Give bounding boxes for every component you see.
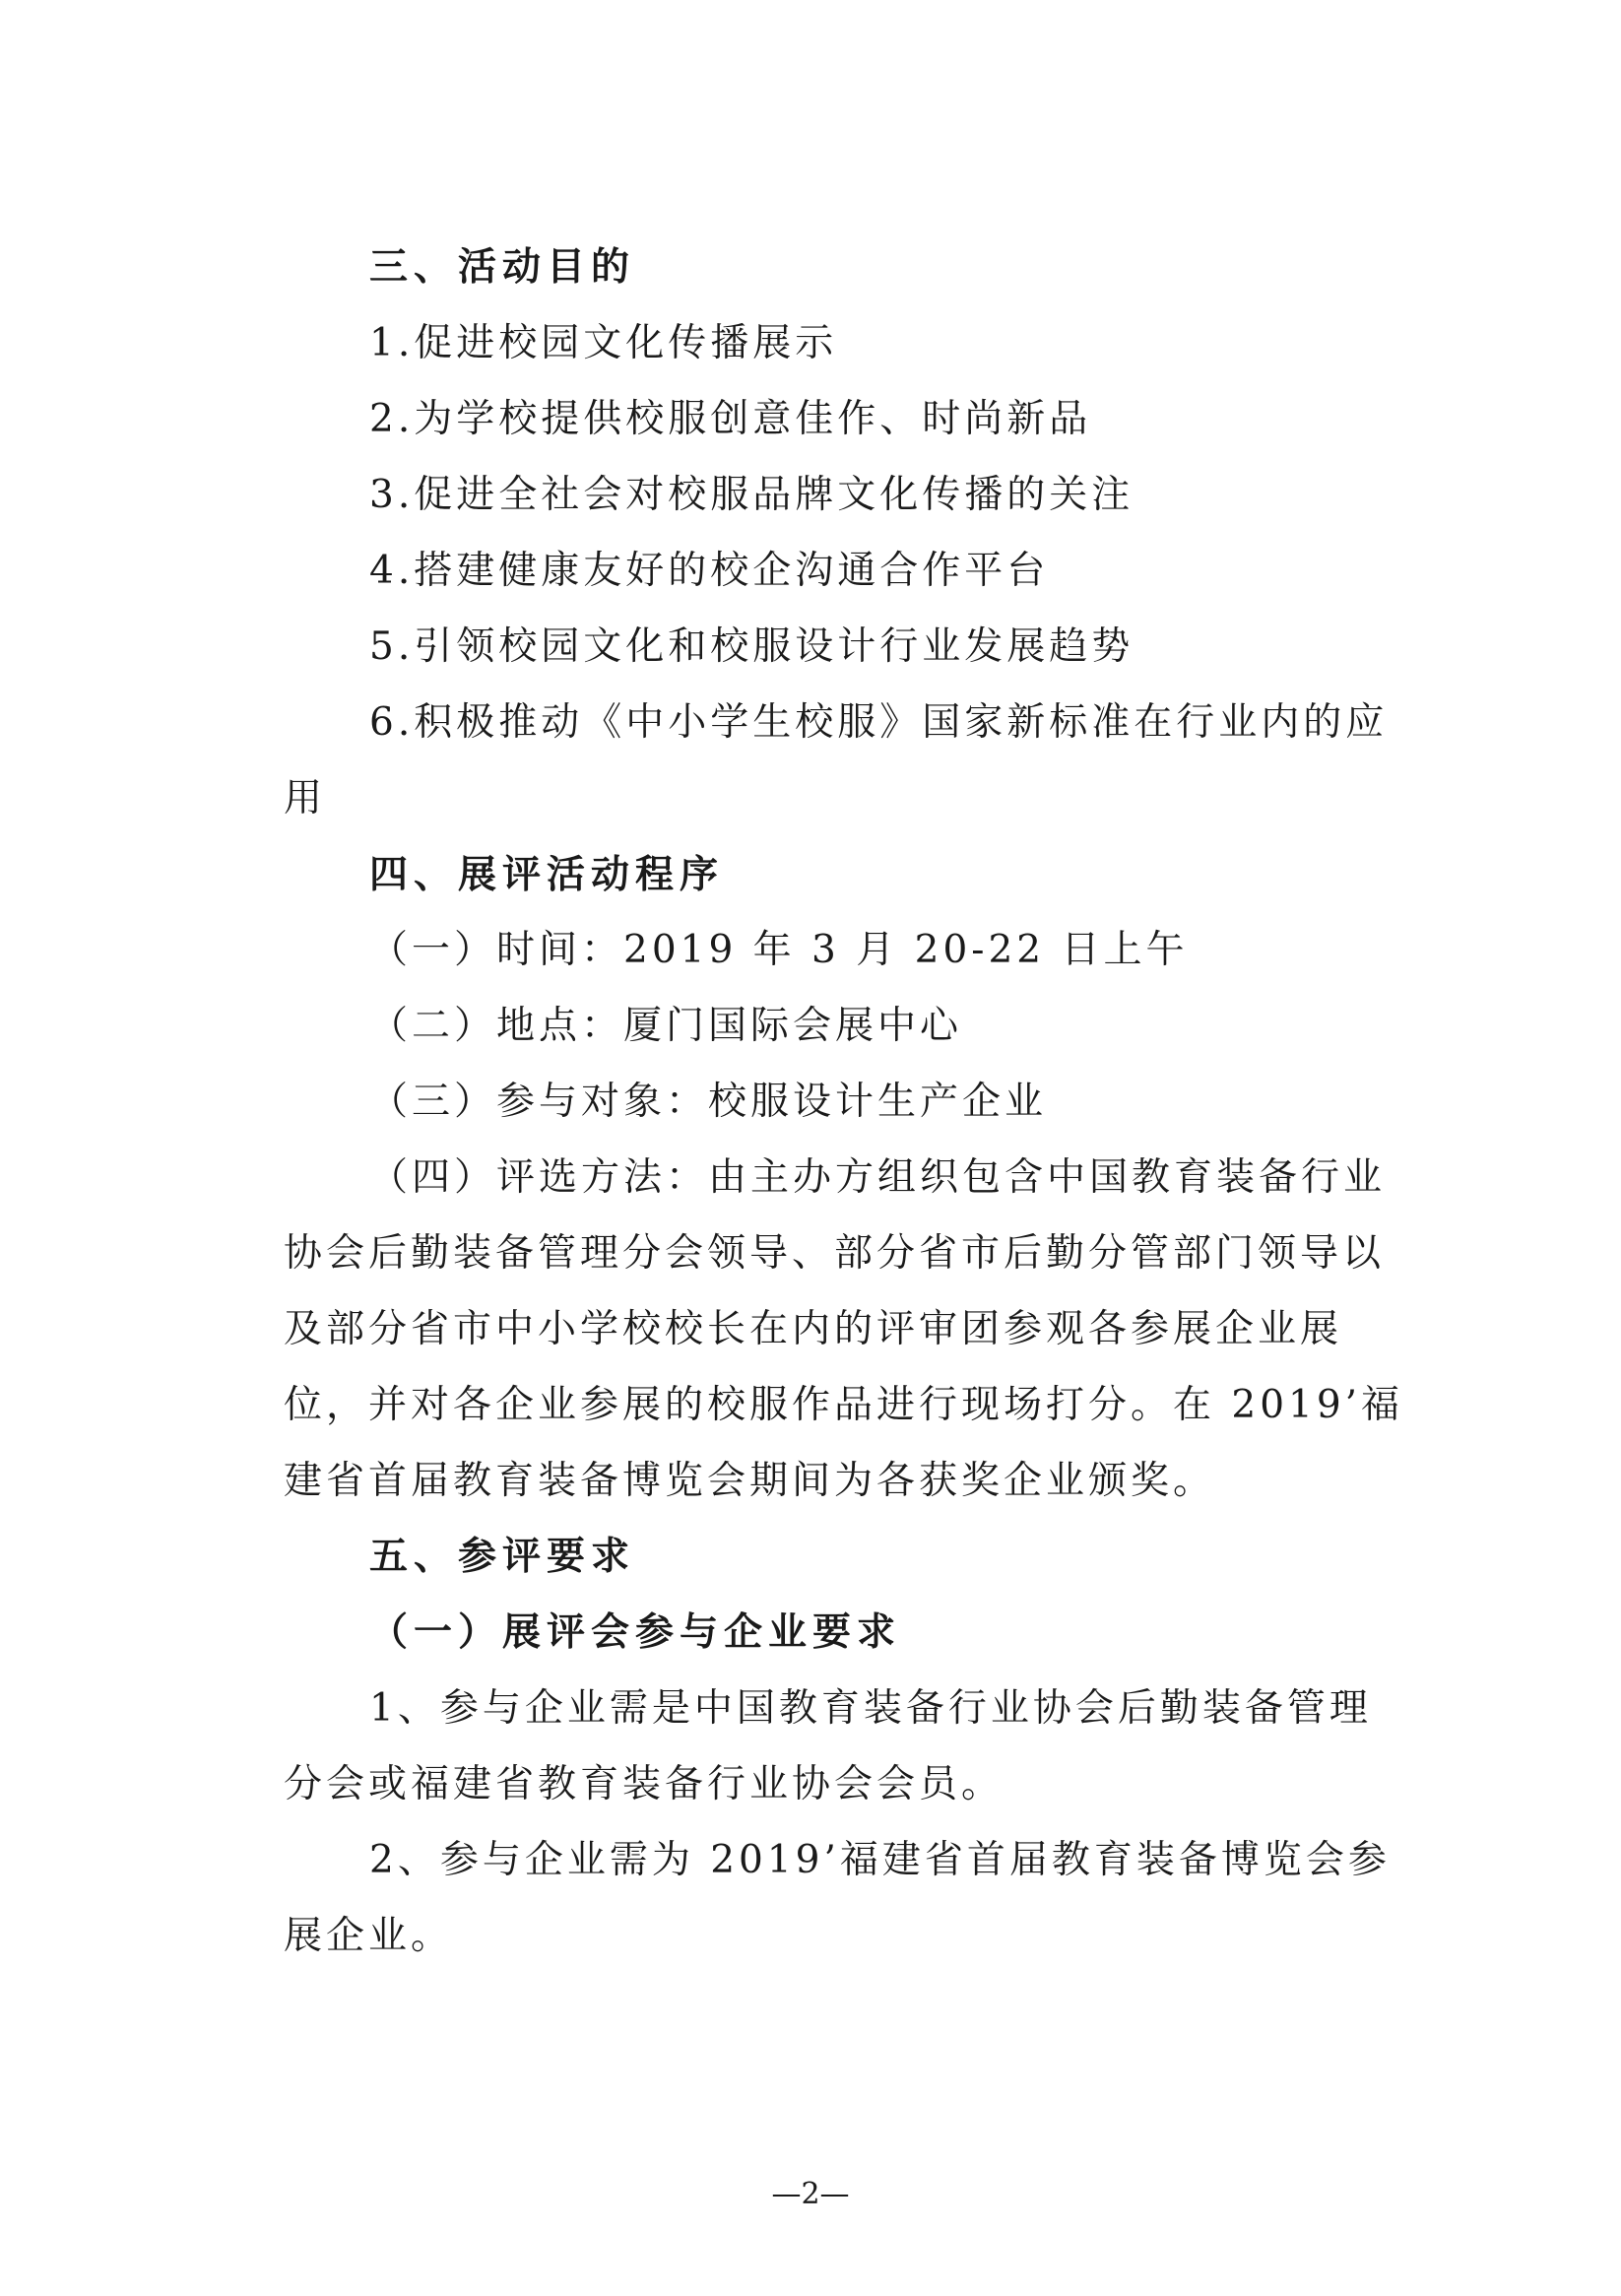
section-heading-purpose: 三、活动目的 bbox=[369, 245, 636, 290]
subheading-company-requirements: （一）展评会参与企业要求 bbox=[369, 1610, 902, 1655]
procedure-method-line-4: 位，并对各企业参展的校服作品进行现场打分。在 2019’福 bbox=[284, 1383, 1404, 1427]
purpose-item-1: 1.促进校园文化传播展示 bbox=[369, 321, 838, 365]
procedure-method-line-2: 协会后勤装备管理分会领导、部分省市后勤分管部门领导以 bbox=[284, 1231, 1386, 1276]
requirement-1-line-1: 1、参与企业需是中国教育装备行业协会后勤装备管理 bbox=[369, 1686, 1372, 1731]
section-heading-requirements: 五、参评要求 bbox=[369, 1535, 636, 1579]
requirement-2-line-2: 展企业。 bbox=[284, 1914, 454, 1958]
purpose-item-3: 3.促进全社会对校服品牌文化传播的关注 bbox=[369, 473, 1135, 517]
procedure-time: （一）时间：2019 年 3 月 20-22 日上午 bbox=[369, 928, 1189, 972]
procedure-method-line-5: 建省首届教育装备博览会期间为各获奖企业颁奖。 bbox=[284, 1459, 1216, 1503]
purpose-item-6-continued: 用 bbox=[284, 776, 327, 820]
page-number: —2— bbox=[771, 2177, 850, 2211]
purpose-item-2: 2.为学校提供校服创意佳作、时尚新品 bbox=[369, 397, 1092, 441]
requirement-2-line-1: 2、参与企业需为 2019’福建省首届教育装备博览会参 bbox=[369, 1838, 1391, 1882]
purpose-item-6: 6.积极推动《中小学生校服》国家新标准在行业内的应 bbox=[369, 700, 1389, 745]
purpose-item-5: 5.引领校园文化和校服设计行业发展趋势 bbox=[369, 624, 1135, 669]
section-heading-procedure: 四、展评活动程序 bbox=[369, 853, 725, 897]
procedure-method-line-3: 及部分省市中小学校校长在内的评审团参观各参展企业展 bbox=[284, 1307, 1343, 1351]
purpose-item-4: 4.搭建健康友好的校企沟通合作平台 bbox=[369, 549, 1050, 593]
requirement-1-line-2: 分会或福建省教育装备行业协会会员。 bbox=[284, 1762, 1005, 1806]
procedure-location: （二）地点：厦门国际会展中心 bbox=[369, 1004, 963, 1048]
procedure-participants: （三）参与对象：校服设计生产企业 bbox=[369, 1080, 1048, 1124]
procedure-method-line-1: （四）评选方法：由主办方组织包含中国教育装备行业 bbox=[369, 1155, 1387, 1200]
